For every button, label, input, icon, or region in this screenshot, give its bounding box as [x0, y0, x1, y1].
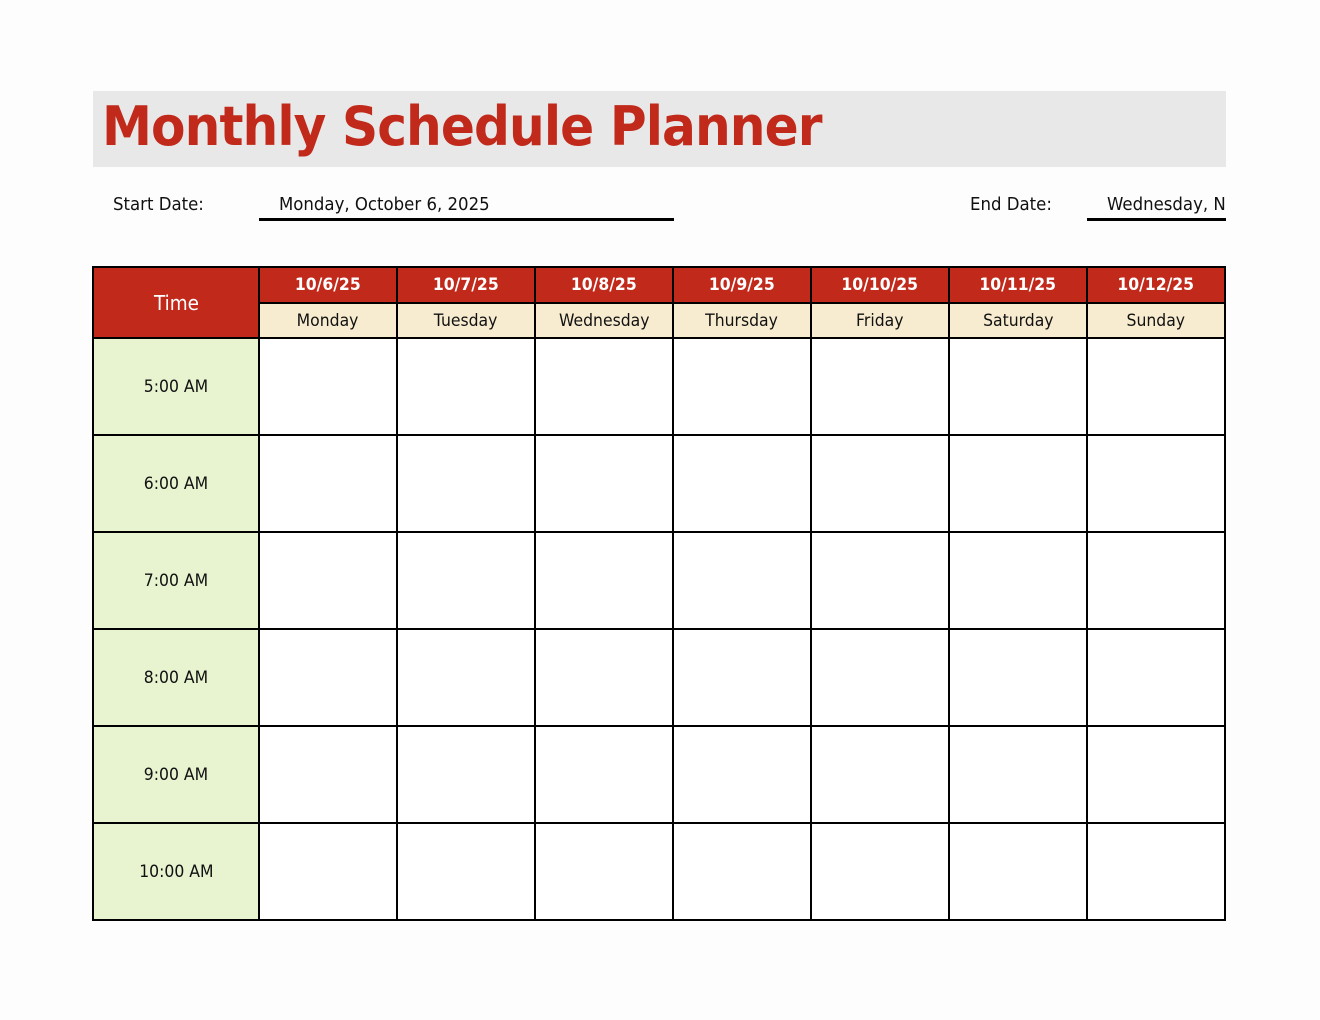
- schedule-grid: [92, 266, 1226, 921]
- schedule-cell[interactable]: [397, 629, 535, 726]
- schedule-cell[interactable]: [673, 435, 811, 532]
- day-header-sunday: Sunday: [1087, 303, 1225, 338]
- time-slot-label: 7:00 AM: [93, 532, 259, 629]
- schedule-cell[interactable]: [1087, 532, 1225, 629]
- date-header-sunday: 10/12/25: [1087, 267, 1225, 303]
- day-header-friday: Friday: [811, 303, 949, 338]
- schedule-cell[interactable]: [1087, 629, 1225, 726]
- day-header-monday: Monday: [259, 303, 397, 338]
- schedule-cell[interactable]: [811, 726, 949, 823]
- date-header-friday: 10/10/25: [811, 267, 949, 303]
- date-header-tuesday: 10/7/25: [397, 267, 535, 303]
- start-date-field[interactable]: [259, 192, 674, 221]
- schedule-cell[interactable]: [397, 532, 535, 629]
- schedule-cell[interactable]: [535, 629, 673, 726]
- schedule-cell[interactable]: [1087, 823, 1225, 920]
- schedule-cell[interactable]: [397, 338, 535, 435]
- date-header-wednesday: 10/8/25: [535, 267, 673, 303]
- schedule-cell[interactable]: [673, 823, 811, 920]
- schedule-cell[interactable]: [949, 532, 1087, 629]
- time-slot-label: 5:00 AM: [93, 338, 259, 435]
- date-header-saturday: 10/11/25: [949, 267, 1087, 303]
- day-header-tuesday: Tuesday: [397, 303, 535, 338]
- table-row: [93, 435, 1225, 532]
- schedule-cell[interactable]: [535, 823, 673, 920]
- table-row: [93, 726, 1225, 823]
- schedule-cell[interactable]: [397, 823, 535, 920]
- time-slot-label: 10:00 AM: [93, 823, 259, 920]
- page-title: Monthly Schedule Planner: [102, 95, 822, 158]
- start-date-label: Start Date:: [113, 194, 204, 215]
- schedule-cell[interactable]: [259, 823, 397, 920]
- schedule-cell[interactable]: [811, 532, 949, 629]
- schedule-cell[interactable]: [673, 726, 811, 823]
- end-date-field[interactable]: [1087, 192, 1226, 221]
- schedule-cell[interactable]: [397, 435, 535, 532]
- time-slot-label: 8:00 AM: [93, 629, 259, 726]
- schedule-cell[interactable]: [949, 629, 1087, 726]
- schedule-cell[interactable]: [811, 823, 949, 920]
- time-slot-label: 9:00 AM: [93, 726, 259, 823]
- day-header-saturday: Saturday: [949, 303, 1087, 338]
- schedule-cell[interactable]: [259, 532, 397, 629]
- schedule-cell[interactable]: [259, 629, 397, 726]
- schedule-cell[interactable]: [949, 338, 1087, 435]
- day-header-thursday: Thursday: [673, 303, 811, 338]
- schedule-cell[interactable]: [535, 338, 673, 435]
- date-header-monday: 10/6/25: [259, 267, 397, 303]
- start-date-value: Monday, October 6, 2025: [279, 194, 490, 215]
- schedule-cell[interactable]: [673, 532, 811, 629]
- schedule-cell[interactable]: [949, 726, 1087, 823]
- schedule-cell[interactable]: [535, 532, 673, 629]
- end-date-label: End Date:: [970, 194, 1052, 215]
- schedule-cell[interactable]: [811, 338, 949, 435]
- schedule-cell[interactable]: [259, 435, 397, 532]
- schedule-cell[interactable]: [673, 338, 811, 435]
- schedule-cell[interactable]: [535, 726, 673, 823]
- table-row: [93, 629, 1225, 726]
- title-bar: [93, 91, 1226, 167]
- schedule-cell[interactable]: [1087, 435, 1225, 532]
- schedule-cell[interactable]: [811, 629, 949, 726]
- time-slot-label: 6:00 AM: [93, 435, 259, 532]
- schedule-cell[interactable]: [397, 726, 535, 823]
- table-row: [93, 823, 1225, 920]
- schedule-cell[interactable]: [673, 629, 811, 726]
- schedule-cell[interactable]: [259, 338, 397, 435]
- schedule-cell[interactable]: [535, 435, 673, 532]
- schedule-cell[interactable]: [1087, 726, 1225, 823]
- end-date-value: Wednesday, N: [1107, 194, 1226, 215]
- schedule-cell[interactable]: [1087, 338, 1225, 435]
- time-header: Time: [93, 267, 259, 338]
- table-row: [93, 338, 1225, 435]
- schedule-cell[interactable]: [259, 726, 397, 823]
- schedule-cell[interactable]: [949, 435, 1087, 532]
- table-row: [93, 532, 1225, 629]
- day-header-wednesday: Wednesday: [535, 303, 673, 338]
- date-header-thursday: 10/9/25: [673, 267, 811, 303]
- schedule-cell[interactable]: [949, 823, 1087, 920]
- schedule-cell[interactable]: [811, 435, 949, 532]
